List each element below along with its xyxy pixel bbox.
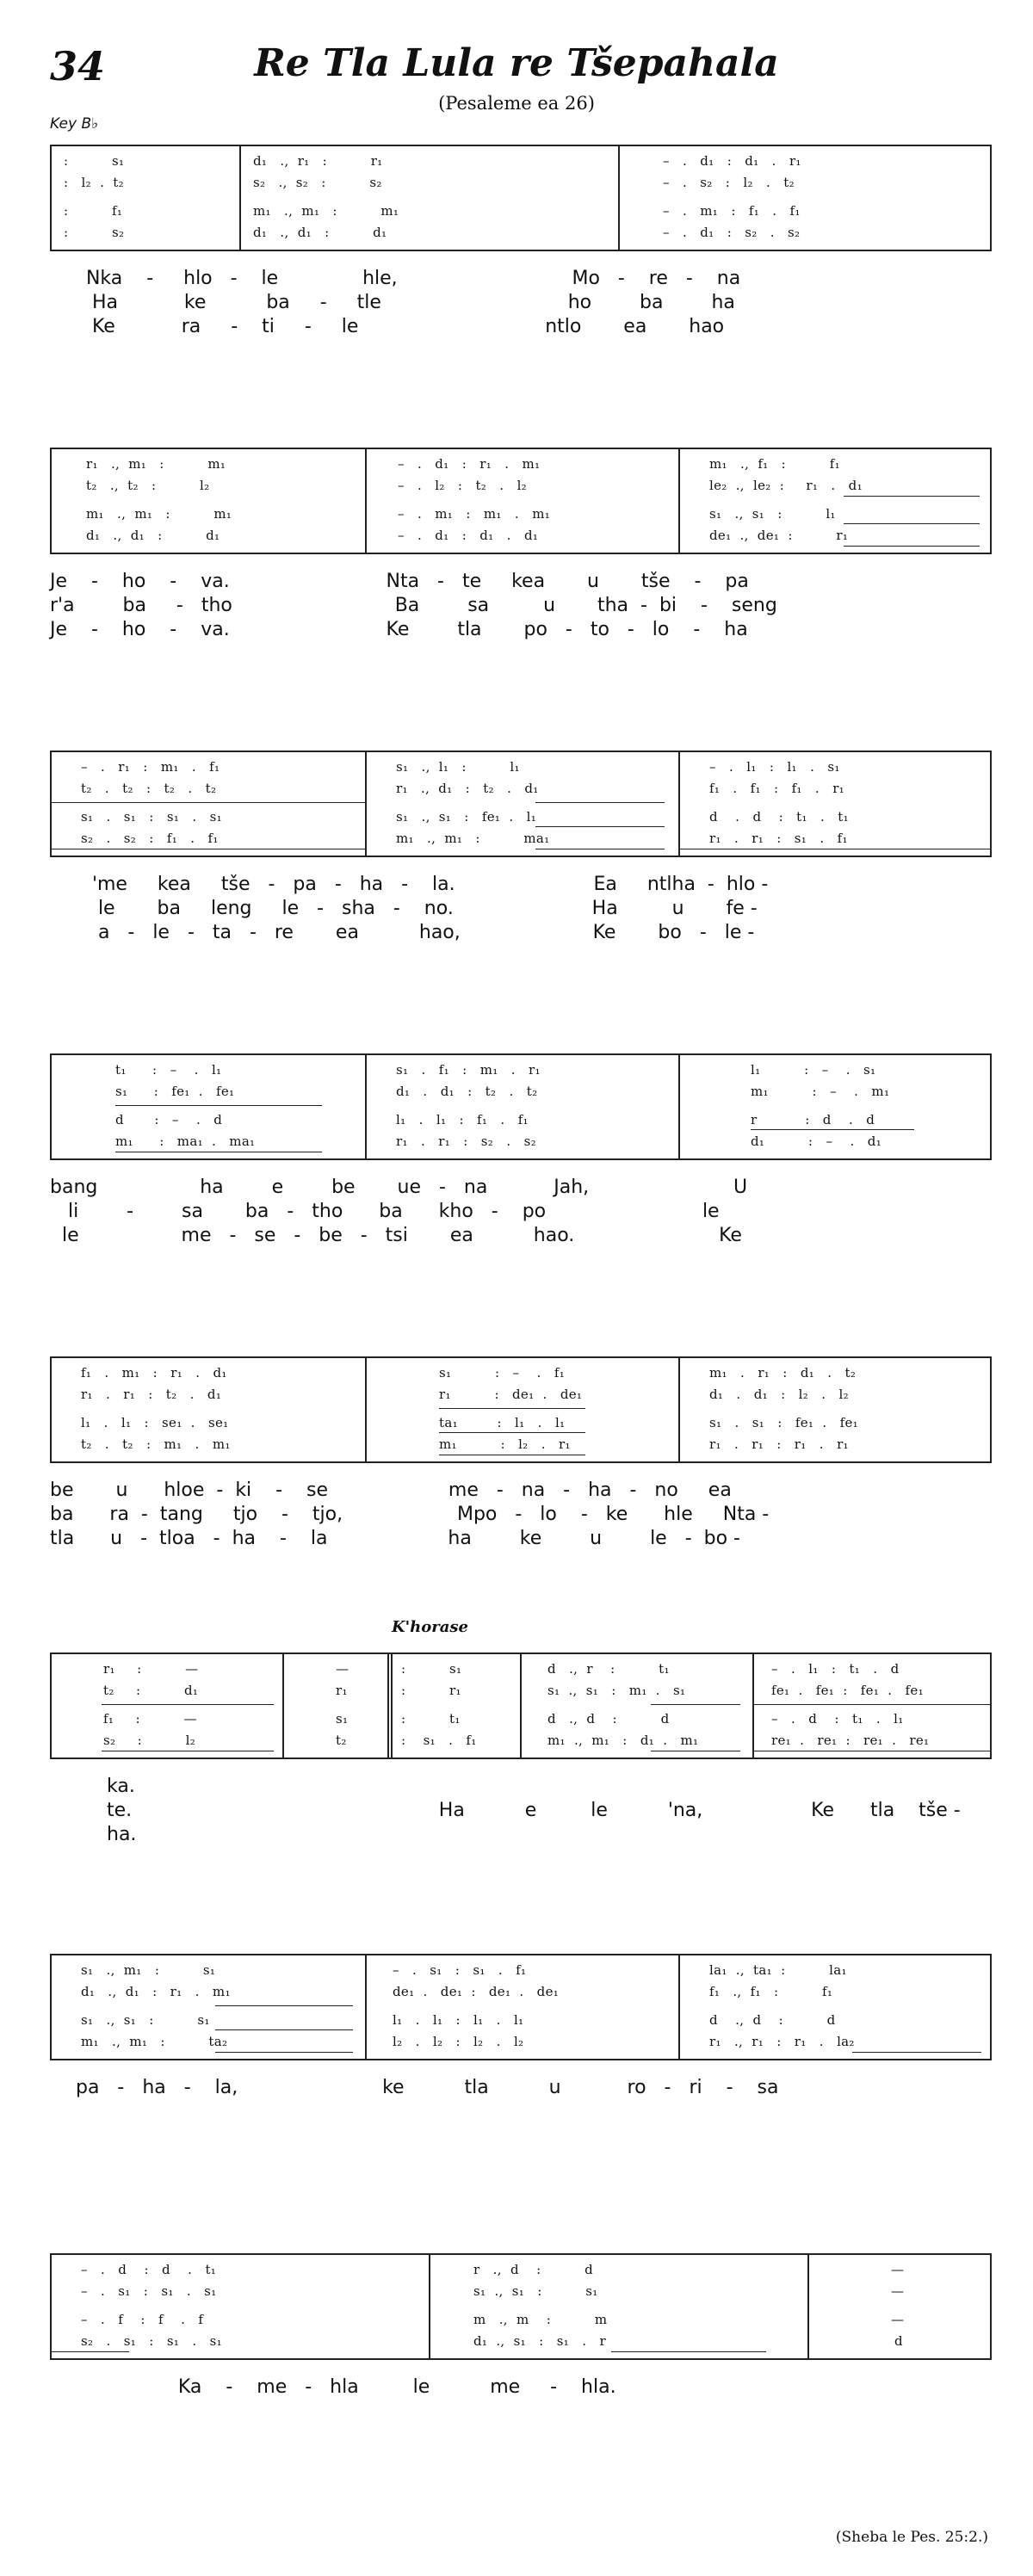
tenor-line: s₁ ., s₁ : s₁ [81,2012,210,2028]
soprano-line: r₁ ., m₁ : m₁ [86,456,226,472]
tenor-line: s₁ [336,1711,349,1727]
staff [50,2253,992,2360]
measure [367,1955,680,2059]
slur-line [115,1105,322,1106]
slur-line [535,826,665,827]
tenor-line: l₁ . l₁ : f₁ . f₁ [396,1112,529,1127]
bass-line: s₂ : l₂ [103,1733,196,1748]
system-1 [50,145,992,339]
tenor-line: l₁ . l₁ : l₁ . l₁ [393,2012,524,2028]
tenor-line: s₁ ., s₁ : fe₁ . l₁ [396,809,537,825]
measure [241,146,620,250]
tenor-line: – . m₁ : f₁ . f₁ [663,203,801,219]
lyric-verse-1: Je - ho - va. Nta - te kea u tše - pa [50,571,749,592]
bass-line: s₂ . s₂ : f₁ . f₁ [81,831,219,846]
soprano-line: — [336,1661,349,1677]
soprano-line: – . d₁ : r₁ . m₁ [398,456,541,472]
slur-line [844,496,980,497]
lyric-verse-3: Ke ra - ti - le ntlo ea hao [50,316,725,337]
slur-line [439,1432,585,1433]
staff [50,1652,992,1759]
tenor-line: s₁ ., s₁ : l₁ [709,506,836,522]
soprano-line: – . r₁ : m₁ . f₁ [81,759,220,775]
slur-line [754,1704,990,1705]
alto-line: – . s₂ : l₂ . t₂ [663,175,795,190]
bass-line: : s₁ . f₁ [401,1733,477,1748]
system-6 [50,1652,992,1847]
slur-line [52,2351,129,2352]
measure [680,1358,990,1461]
slur-line [844,546,980,547]
tenor-line: d : – . d [115,1112,223,1127]
alto-line: – . l₂ : t₂ . l₂ [398,478,527,493]
soprano-line: – . s₁ : s₁ . f₁ [393,1962,527,1978]
bass-line: m₁ : ma₁ . ma₁ [115,1134,256,1149]
staff [50,145,992,251]
soprano-line: s₁ . f₁ : m₁ . r₁ [396,1062,541,1078]
tenor-line: m ., m : m [473,2312,608,2327]
lyrics [50,2076,992,2100]
system-4 [50,1053,992,1248]
measure [367,1358,680,1461]
alto-line: f₁ ., f₁ : f₁ [709,1984,833,1999]
tenor-line: d . d : t₁ . t₁ [709,809,849,825]
soprano-line: : s₁ [64,153,125,169]
system-5 [50,1356,992,1551]
slur-line [535,802,665,803]
soprano-line: d ., r : t₁ [547,1661,670,1677]
slur-line [611,2351,766,2352]
lyrics [50,2375,992,2400]
soprano-line: l₁ : – . s₁ [751,1062,876,1078]
measure [52,1955,367,2059]
alto-line: : r₁ [401,1683,461,1698]
measure [680,449,990,553]
alto-line: r₁ : de₁ . de₁ [439,1387,583,1402]
lyric-verse-2: li - sa ba - tho ba kho - po le [50,1201,720,1222]
soprano-line: s₁ : – . f₁ [439,1365,566,1381]
soprano-line: d₁ ., r₁ : r₁ [253,153,383,169]
lyrics [50,1479,992,1551]
alto-line: — [891,2283,905,2299]
tenor-line: : t₁ [401,1711,461,1727]
alto-line: r₁ ., d₁ : t₂ . d₁ [396,781,539,796]
lyrics [50,570,992,642]
bass-line: m₁ ., m₁ : ta₂ [81,2034,228,2049]
bass-line: t₂ [336,1733,347,1748]
tenor-line: – . m₁ : m₁ . m₁ [398,506,551,522]
lyric-verse-1: ka. [107,1776,135,1797]
soprano-line: m₁ . r₁ : d₁ . t₂ [709,1365,857,1381]
lyrics [50,267,992,339]
measure [52,752,367,856]
soprano-line: t₁ : – . l₁ [115,1062,222,1078]
soprano-line: – . d : d . t₁ [81,2262,217,2277]
alto-line: d₁ . d₁ : l₂ . l₂ [709,1387,849,1402]
soprano-line: – . d₁ : d₁ . r₁ [663,153,801,169]
lyric-verse-3: tla u - tloa - ha - la ha ke u le - bo - [50,1528,740,1549]
alto-line: – . s₁ : s₁ . s₁ [81,2283,217,2299]
bass-line: : s₂ [64,225,125,240]
soprano-line: s₁ ., l₁ : l₁ [396,759,520,775]
measure [52,2255,430,2358]
measure [52,146,241,250]
footnote-reference: (Sheba le Pes. 25:2.) [835,2529,988,2546]
measure [284,1654,393,1757]
soprano-line: – . l₁ : l₁ . s₁ [709,759,840,775]
measure [52,1654,284,1757]
lyric-verse-1: pa - ha - la, ke tla u ro - ri - sa [76,2077,779,2098]
alto-line: : l₂ . t₂ [64,175,124,190]
system-2 [50,448,992,642]
hymn-title: Re Tla Lula re Tšepahala [254,41,779,85]
staff [50,1954,992,2060]
slur-line [215,2029,353,2030]
alto-line: s₂ ., s₂ : s₂ [253,175,382,190]
tenor-line: s₁ . s₁ : fe₁ . fe₁ [709,1415,858,1430]
bass-line: de₁ ., de₁ : r₁ [709,528,849,543]
slur-line [751,1129,914,1130]
tenor-line: : f₁ [64,203,123,219]
tenor-line: r : d . d [751,1112,875,1127]
lyric-verse-2: le ba leng le - sha - no. Ha u fe - [50,898,758,919]
staff [50,1356,992,1463]
soprano-line: s₁ ., m₁ : s₁ [81,1962,216,1978]
alto-line: de₁ . de₁ : de₁ . de₁ [393,1984,560,1999]
system-7 [50,1954,992,2100]
alto-line: r₁ [336,1683,348,1698]
bass-line: d₁ ., d₁ : d₁ [86,528,220,543]
tenor-line: d ., d : d [709,2012,836,2028]
lyric-verse-2: ba ra - tang tjo - tjo, Mpo - lo - ke hle Nta - [50,1504,770,1525]
staff [50,448,992,554]
measure [367,752,680,856]
bass-line: l₂ . l₂ : l₂ . l₂ [393,2034,524,2049]
lyrics [50,1775,992,1847]
key-signature: Key B♭ [50,115,99,133]
alto-line: d₁ ., d₁ : r₁ . m₁ [81,1984,231,1999]
lyrics [50,1176,992,1248]
bass-line: re₁ . re₁ : re₁ . re₁ [771,1733,930,1748]
measure [620,146,990,250]
slur-line [215,2052,353,2053]
bass-line: m₁ ., m₁ : d₁ . m₁ [547,1733,699,1748]
alto-line: m₁ : – . m₁ [751,1084,890,1099]
lyric-verse-2: te. Ha e le 'na, Ke tla tše - [107,1800,961,1821]
lyric-verse-3: ha. [107,1824,137,1845]
bass-line: s₂ . s₁ : s₁ . s₁ [81,2333,222,2349]
measure [754,1654,990,1757]
slur-line [52,802,365,803]
chorus-label: K'horase [392,1618,468,1636]
measure [430,2255,809,2358]
lyrics [50,873,992,945]
lyric-verse-1: 'me kea tše - pa - ha - la. Ea ntlha - hlo - [50,874,769,895]
tenor-line: d ., d : d [547,1711,670,1727]
tenor-line: ta₁ : l₁ . l₁ [439,1415,566,1430]
bass-line: r₁ . r₁ : r₁ . r₁ [709,1436,849,1452]
lyric-verse-3: a - le - ta - re ea hao, Ke bo - le - [50,922,755,943]
slur-line [651,1704,740,1705]
tenor-line: m₁ ., m₁ : m₁ [253,203,399,219]
measure [522,1654,754,1757]
measure [809,2255,990,2358]
alto-line: s₁ ., s₁ : m₁ . s₁ [547,1683,686,1698]
lyric-verse-1: Nka - hlo - le hle, Mo - re - na [50,268,741,289]
soprano-line: la₁ ., ta₁ : la₁ [709,1962,847,1978]
bass-line: d [894,2333,903,2349]
page-number: 34 [50,43,106,90]
alto-line: t₂ ., t₂ : l₂ [86,478,210,493]
bass-line: r₁ ., r₁ : r₁ . la₂ [709,2034,855,2049]
bass-line: d₁ ., d₁ : d₁ [253,225,387,240]
lyric-verse-2: Ha ke ba - tle ho ba ha [50,292,735,313]
soprano-line: m₁ ., f₁ : f₁ [709,456,840,472]
staff [50,751,992,857]
tenor-line: l₁ . l₁ : se₁ . se₁ [81,1415,229,1430]
alto-line: s₁ ., s₁ : s₁ [473,2283,598,2299]
lyric-verse-1: be u hloe - ki - se me - na - ha - no ea [50,1480,732,1501]
tenor-line: s₁ . s₁ : s₁ . s₁ [81,809,222,825]
alto-line: d₁ . d₁ : t₂ . t₂ [396,1084,538,1099]
bass-line: t₂ . t₂ : m₁ . m₁ [81,1436,231,1452]
alto-line: t₂ : d₁ [103,1683,199,1698]
system-3 [50,751,992,945]
soprano-line: r₁ : — [103,1661,199,1677]
soprano-line: : s₁ [401,1661,462,1677]
slur-line [844,523,980,524]
tenor-line: m₁ ., m₁ : m₁ [86,506,232,522]
alto-line: t₂ . t₂ : t₂ . t₂ [81,781,217,796]
bass-line: – . d₁ : d₁ . d₁ [398,528,539,543]
measure [52,449,367,553]
tenor-line: — [891,2312,905,2327]
bass-line: d₁ : – . d₁ [751,1134,882,1149]
tenor-line: – . f : f . f [81,2312,204,2327]
lyric-verse-1: bang ha e be ue - na Jah, U [50,1177,748,1198]
bass-line: r₁ . r₁ : s₂ . s₂ [396,1134,536,1149]
soprano-line: r ., d : d [473,2262,594,2277]
bass-line: d₁ ., s₁ : s₁ . r [473,2333,606,2349]
bass-line: r₁ . r₁ : s₁ . f₁ [709,831,848,846]
soprano-line: — [891,2262,905,2277]
slur-line [852,2052,981,2053]
lyric-verse-3: Je - ho - va. Ke tla po - to - lo - ha [50,619,748,640]
tenor-line: f₁ : — [103,1711,197,1727]
slur-line [102,1704,274,1705]
alto-line: s₁ : fe₁ . fe₁ [115,1084,235,1099]
measure [367,449,680,553]
lyric-verse-1: Ka - me - hla le me - hla. [76,2376,616,2398]
measure [367,1055,680,1158]
system-8 [50,2253,992,2400]
bass-line: m₁ : l₂ . r₁ [439,1436,571,1452]
measure [52,1055,367,1158]
hymn-subtitle: (Pesaleme ea 26) [438,93,595,114]
bass-line: – . d₁ : s₂ . s₂ [663,225,801,240]
tenor-line: – . d : t₁ . l₁ [771,1711,904,1727]
staff [50,1053,992,1160]
measure [680,1955,990,2059]
alto-line: r₁ . r₁ : t₂ . d₁ [81,1387,222,1402]
measure [680,1055,990,1158]
measure [393,1654,522,1757]
slur-line [439,1408,585,1409]
alto-line: le₂ ., le₂ : r₁ . d₁ [709,478,863,493]
measure [52,1358,367,1461]
bass-line: m₁ ., m₁ : ma₁ [396,831,550,846]
soprano-line: f₁ . m₁ : r₁ . d₁ [81,1365,227,1381]
alto-line: f₁ . f₁ : f₁ . r₁ [709,781,844,796]
slur-line [215,2005,353,2006]
measure [680,752,990,856]
alto-line: fe₁ . fe₁ : fe₁ . fe₁ [771,1683,924,1698]
soprano-line: – . l₁ : t₁ . d [771,1661,900,1677]
lyric-verse-3: le me - se - be - tsi ea hao. Ke [50,1225,742,1246]
lyric-verse-2: r'a ba - tho Ba sa u tha - bi - seng [50,595,777,616]
